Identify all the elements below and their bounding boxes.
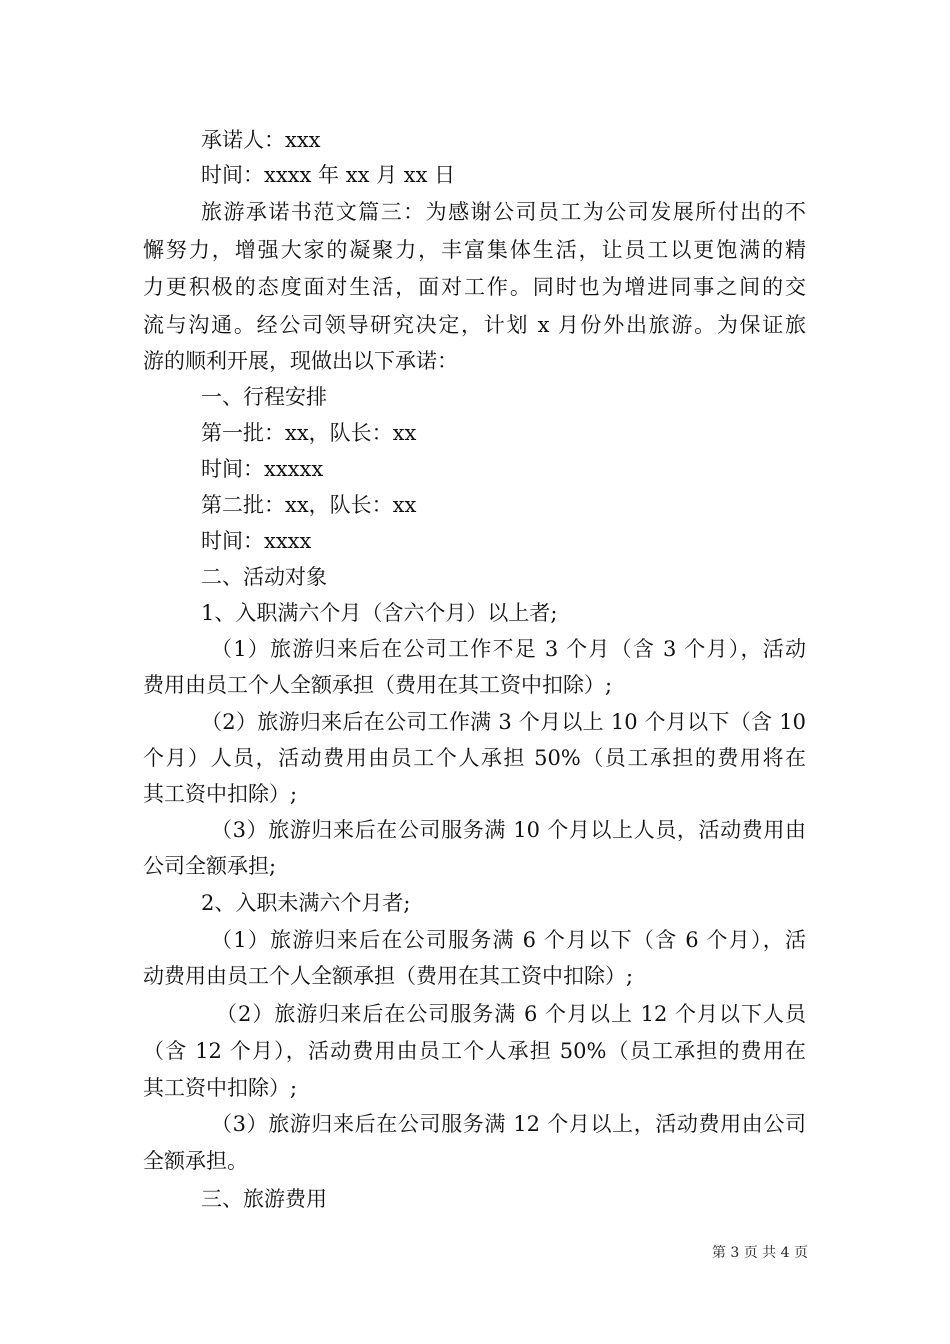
paragraph-line: 全额承担。 [143, 1149, 248, 1173]
date-line: 时间：xxxx 年 xx 月 xx 日 [201, 163, 456, 187]
paragraph-line: 流与沟通。经公司领导研究决定，计划 x 月份外出旅游。为保证旅 [143, 313, 806, 337]
list-item: 第一批：xx，队长：xx [201, 421, 417, 445]
paragraph-line: 其工资中扣除）; [143, 782, 298, 806]
list-item: 第二批：xx，队长：xx [201, 493, 417, 517]
paragraph-line: 公司全额承担; [143, 854, 277, 878]
paragraph-line: （3）旅游归来后在公司服务满 10 个月以上人员，活动费用由 [211, 818, 806, 842]
page-number: 第 3 页 共 4 页 [711, 1245, 808, 1261]
paragraph-line: （1）旅游归来后在公司工作不足 3 个月（含 3 个月），活动 [211, 637, 806, 661]
section-heading: 一、行程安排 [201, 385, 327, 409]
paragraph-line: 其工资中扣除）; [143, 1076, 298, 1100]
paragraph-line: 旅游承诺书范文篇三：为感谢公司员工为公司发展所付出的不 [201, 200, 806, 224]
paragraph-line: 游的顺利开展，现做出以下承诺： [143, 349, 458, 373]
paragraph-line: （3）旅游归来后在公司服务满 12 个月以上，活动费用由公司 [211, 1112, 806, 1136]
section-heading: 二、活动对象 [201, 565, 327, 589]
paragraph-line: （2）旅游归来后在公司工作满 3 个月以上 10 个月以下（含 10 [201, 710, 806, 734]
paragraph-line: 动费用由员工个人全额承担（费用在其工资中扣除）; [143, 964, 634, 988]
list-item: 时间：xxxx [201, 529, 312, 553]
list-item: 1、入职满六个月（含六个月）以上者; [201, 601, 558, 625]
list-item: 2、入职未满六个月者; [201, 891, 411, 915]
paragraph-line: 力更积极的态度面对生活，面对工作。同时也为增进同事之间的交 [143, 275, 806, 299]
list-item: 时间：xxxxx [201, 457, 324, 481]
paragraph-line: 费用由员工个人全额承担（费用在其工资中扣除）; [143, 673, 613, 697]
promisor-line: 承诺人：xxx [201, 128, 321, 152]
paragraph-line: （含 12 个月），活动费用由员工个人承担 50%（员工承担的费用在 [143, 1039, 806, 1063]
paragraph-line: （2）旅游归来后在公司服务满 6 个月以上 12 个月以下人员 [216, 1002, 806, 1026]
paragraph-line: 个月）人员，活动费用由员工个人承担 50%（员工承担的费用将在 [143, 746, 806, 770]
section-heading: 三、旅游费用 [201, 1187, 327, 1211]
paragraph-line: （1）旅游归来后在公司服务满 6 个月以下（含 6 个月），活 [211, 928, 806, 952]
paragraph-line: 懈努力，增强大家的凝聚力，丰富集体生活，让员工以更饱满的精 [143, 238, 806, 262]
